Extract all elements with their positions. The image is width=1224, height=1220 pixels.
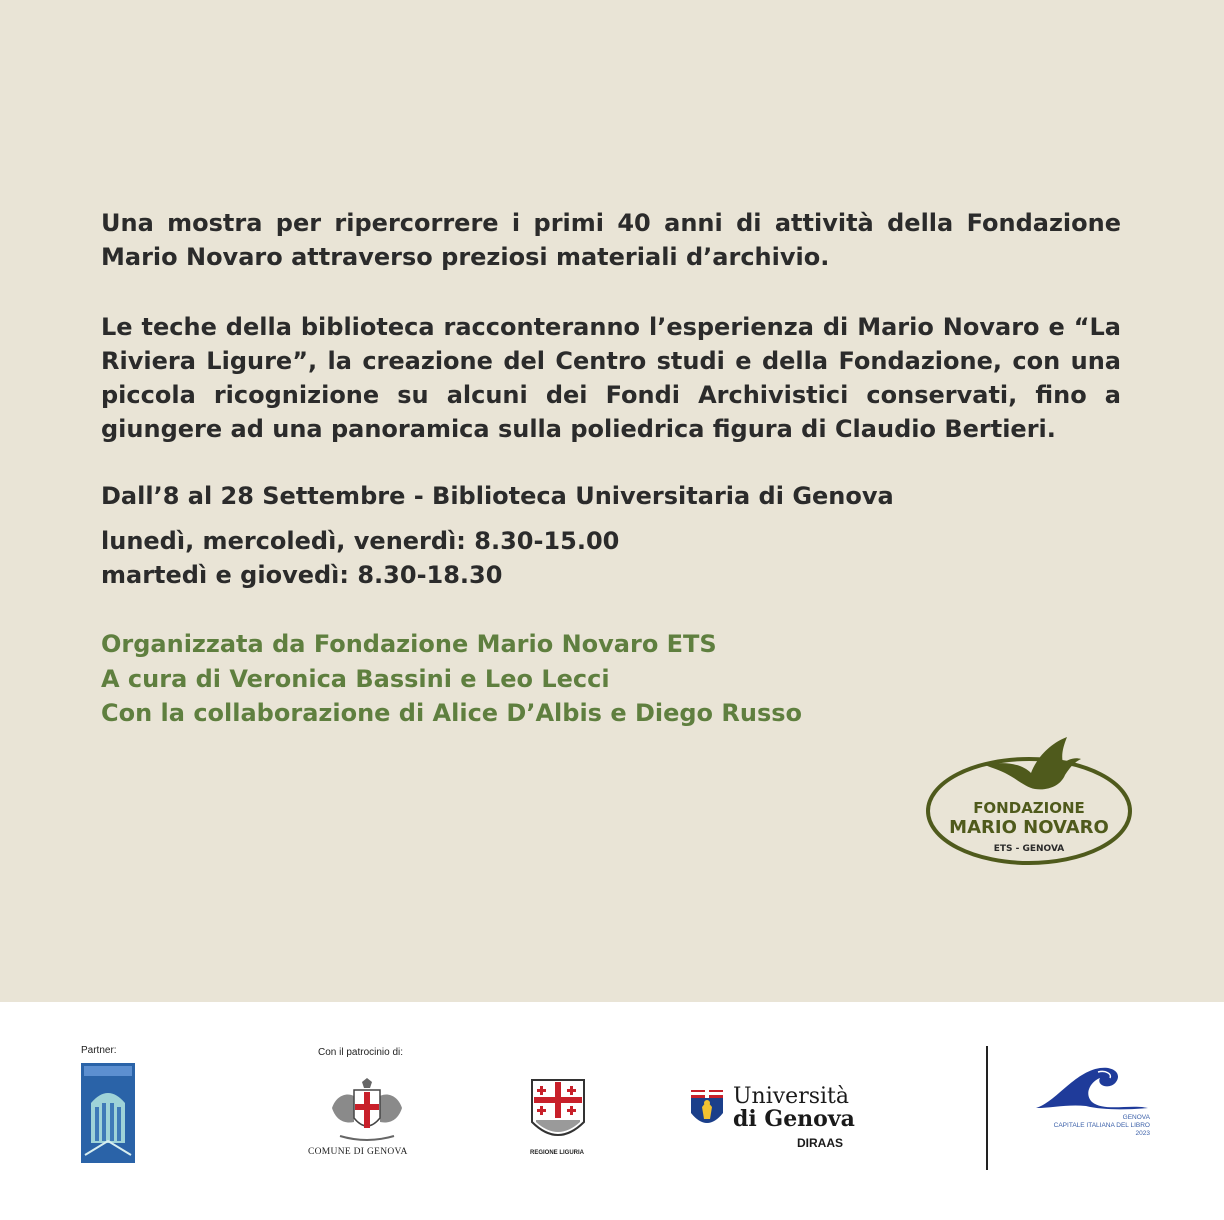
collaboration-credit: Con la collaborazione di Alice D’Albis e Diego Russo [101, 699, 803, 727]
credits [101, 627, 802, 731]
comune-caption: COMUNE DI GENOVA [308, 1147, 408, 1157]
fondazione-logo-graphic [925, 733, 1135, 869]
patronage-label: Con il patrocinio di: [318, 1047, 404, 1058]
hours-line: martedì e giovedì: 8.30-18.30 [101, 561, 503, 589]
unige-line-2: di Genova [733, 1106, 855, 1132]
fondazione-logo [925, 733, 1135, 869]
unige-department: DIRAAS [797, 1136, 844, 1150]
curators-credit: A cura di Veronica Bassini e Leo Lecci [101, 664, 610, 693]
logo-line-3: ETS - GENOVA [993, 844, 1065, 854]
biblioteca-universitaria-logo [81, 1063, 135, 1163]
genova-capitale-libro-logo [1034, 1064, 1150, 1112]
wave-icon [1034, 1064, 1150, 1112]
unige-shield-logo [690, 1089, 724, 1131]
regione-caption: REGIONE LIGURIA [530, 1150, 585, 1156]
opening-hours [101, 524, 1121, 592]
logo-line-2: MARIO NOVARO [949, 817, 1109, 838]
library-icon [81, 1063, 135, 1163]
genova-line-3: 2023 [1135, 1130, 1150, 1137]
footer-divider [986, 1046, 988, 1170]
dates-venue: Dall’8 al 28 Settembre - Biblioteca Universitaria di Genova [101, 482, 894, 510]
description-paragraph: Le teche della biblioteca racconteranno l’esperienza di Mario Novaro e “La Riviera Ligure”, la creazione del Centro studi e della Fondazione, con una piccola ricognizione su alcuni dei Fondi Archivistici conservati, fino a giungere ad una panoramica sulla poliedrica figura di Claudio Bertieri. [101, 313, 1121, 443]
regione-liguria-logo [530, 1078, 586, 1146]
logo-line-1: FONDAZIONE [973, 799, 1085, 817]
organizer-credit: Organizzata da Fondazione Mario Novaro ETS [101, 630, 717, 658]
comune-di-genova-logo [326, 1078, 408, 1144]
genova-line-2: CAPITALE ITALIANA DEL LIBRO [1053, 1122, 1150, 1129]
liguria-shield-icon [530, 1078, 586, 1146]
genova-caption [1030, 1114, 1150, 1138]
unige-wordmark [733, 1086, 855, 1130]
intro-paragraph: Una mostra per ripercorrere i primi 40 anni di attività della Fondazione Mario Novaro attraverso preziosi materiali d’archivio. [101, 209, 1121, 271]
unige-line-1: Università [733, 1084, 849, 1109]
hours-line: lunedì, mercoledì, venerdì: 8.30-15.00 [101, 527, 620, 555]
partner-label: Partner: [81, 1045, 117, 1056]
genova-coat-of-arms-icon [326, 1078, 408, 1144]
genova-line-1: GENOVA [1122, 1114, 1150, 1121]
unige-shield-icon [690, 1089, 724, 1131]
